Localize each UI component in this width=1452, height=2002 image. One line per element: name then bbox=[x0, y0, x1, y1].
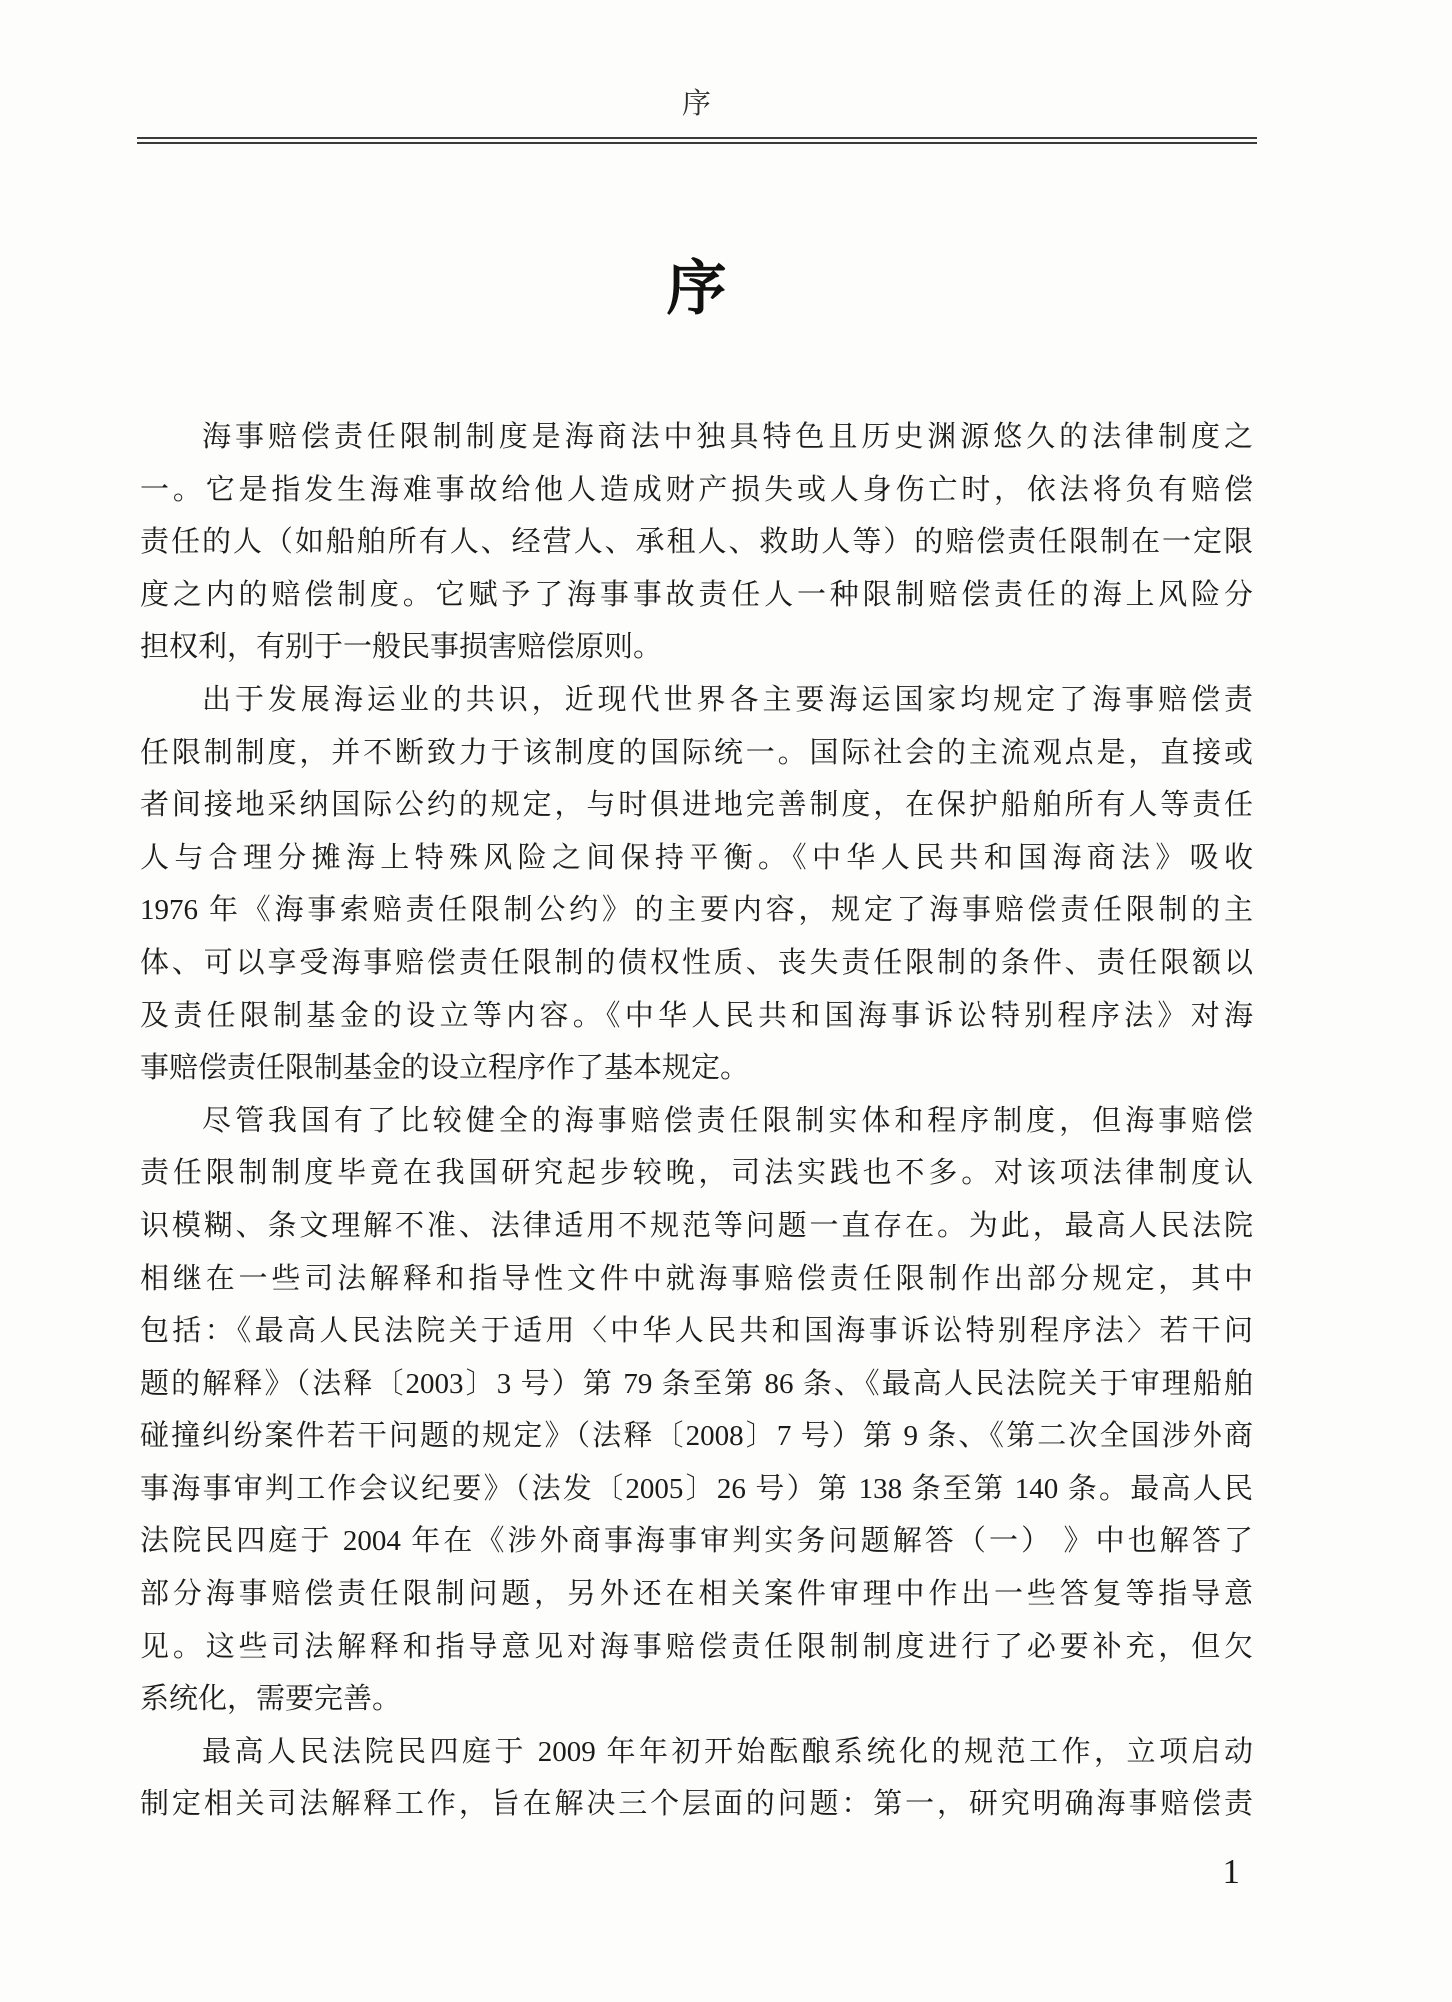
text-line: 度之内的赔偿制度。它赋予了海事事故责任人一种限制赔偿责任的海上风险分 bbox=[140, 578, 1253, 611]
text-line: 题的解释》（法释〔2003〕3 号）第 79 条至第 86 条、《最高人民法院关于审理船舶 bbox=[140, 1367, 1253, 1400]
text-line: 见。这些司法解释和指导意见对海事赔偿责任限制制度进行了必要补充，但欠 bbox=[140, 1630, 1253, 1663]
text-line: 相继在一些司法解释和指导性文件中就海事赔偿责任限制作出部分规定，其中 bbox=[140, 1262, 1253, 1295]
text-line: 制定相关司法解释工作，旨在解决三个层面的问题：第一，研究明确海事赔偿责 bbox=[140, 1788, 1253, 1821]
text-line: 最高人民法院民四庭于 2009 年年初开始酝酿系统化的规范工作，立项启动 bbox=[202, 1735, 1253, 1768]
text-line: 1976 年《海事索赔责任限制公约》的主要内容，规定了海事赔偿责任限制的主 bbox=[140, 894, 1253, 927]
preface-body bbox=[140, 411, 1253, 1831]
text-line: 一。它是指发生海难事故给他人造成财产损失或人身伤亡时，依法将负有赔偿 bbox=[140, 473, 1253, 506]
text-line: 者间接地采纳国际公约的规定，与时俱进地完善制度，在保护船舶所有人等责任 bbox=[140, 789, 1253, 822]
text-line: 出于发展海运业的共识，近现代世界各主要海运国家均规定了海事赔偿责 bbox=[202, 683, 1253, 716]
text-line: 事海事审判工作会议纪要》（法发〔2005〕26 号）第 138 条至第 140 条。最高人民 bbox=[140, 1472, 1253, 1505]
page-title: 序 bbox=[666, 256, 727, 322]
text-line: 海事赔偿责任限制制度是海商法中独具特色且历史渊源悠久的法律制度之 bbox=[202, 421, 1253, 453]
running-header bbox=[140, 84, 1253, 124]
header-double-rule bbox=[137, 137, 1257, 144]
text-line: 人与合理分摊海上特殊风险之间保持平衡。《中华人民共和国海商法》吸收 bbox=[140, 841, 1253, 874]
text-line: 责任的人（如船舶所有人、经营人、承租人、救助人等）的赔偿责任限制在一定限 bbox=[140, 526, 1253, 559]
text-line: 包括：《最高人民法院关于适用〈中华人民共和国海事诉讼特别程序法〉若干问 bbox=[140, 1315, 1253, 1348]
text-line: 任限制制度，并不断致力于该制度的国际统一。国际社会的主流观点是，直接或 bbox=[140, 736, 1253, 769]
text-line: 法院民四庭于 2004 年在《涉外商事海事审判实务问题解答（一） 》中也解答了 bbox=[140, 1525, 1253, 1558]
text-line: 担权利，有别于一般民事损害赔偿原则。 bbox=[140, 631, 663, 664]
text-line: 尽管我国有了比较健全的海事赔偿责任限制实体和程序制度，但海事赔偿 bbox=[202, 1104, 1253, 1137]
page-number: 1 bbox=[1222, 1852, 1240, 1891]
text-line: 体、可以享受海事赔偿责任限制的债权性质、丧失责任限制的条件、责任限额以 bbox=[140, 946, 1253, 979]
text-line: 系统化，需要完善。 bbox=[140, 1683, 402, 1716]
text-line: 责任限制制度毕竟在我国研究起步较晚，司法实践也不多。对该项法律制度认 bbox=[140, 1157, 1253, 1190]
text-line: 部分海事赔偿责任限制问题，另外还在相关案件审理中作出一些答复等指导意 bbox=[140, 1578, 1253, 1611]
text-line: 碰撞纠纷案件若干问题的规定》（法释〔2008〕7 号）第 9 条、《第二次全国涉外商 bbox=[140, 1420, 1253, 1453]
text-line: 事赔偿责任限制基金的设立程序作了基本规定。 bbox=[140, 1052, 750, 1085]
text-line: 及责任限制基金的设立等内容。《中华人民共和国海事诉讼特别程序法》对海 bbox=[140, 999, 1253, 1032]
text-line: 识模糊、条文理解不准、法律适用不规范等问题一直存在。为此，最高人民法院 bbox=[140, 1209, 1253, 1242]
running-header-title: 序 bbox=[681, 88, 711, 120]
